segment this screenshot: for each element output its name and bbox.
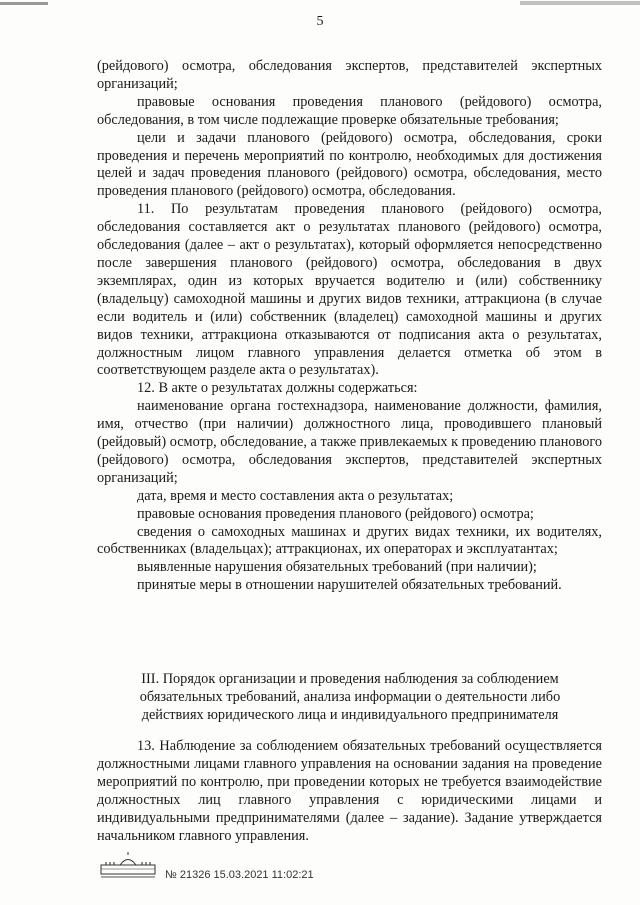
page-number: 5 <box>316 14 324 29</box>
paragraph: 12. В акте о результатах должны содержаться: <box>137 380 418 397</box>
document-body <box>97 58 602 595</box>
paragraph: 11. По результатам проведения планового (рейдового) осмотра, обследования составляется акт о результатах планового (рейдового) осмотра, обследования (далее – акт о результатах), который оформляется непосредственно после завершения планового (рейдового) осмотра, обследования в двух экземплярах, один из которых вручается водителю и (или) собственнику (владельцу) самоходной машины и других видов техники, аттракциона (в случае если водитель и (или) собственник (владелец) самоходной машины и других видов техники, аттракциона отказываются от подписания акта о результатах, должностным лицом главного управления делается отметка об этом в соответствующем разделе акта о результатах). <box>97 201 602 379</box>
paragraph: принятые меры в отношении нарушителей обязательных требований. <box>137 577 562 594</box>
scan-edge-artifact <box>0 0 640 10</box>
document-id-stamp: № 21326 15.03.2021 11:02:21 <box>165 869 314 881</box>
paragraph: сведения о самоходных машинах и других видах техники, их водителях, собственниках (владельцах); аттракционах, их операторах и эксплуатантах; <box>97 523 602 558</box>
section-heading: III. Порядок организации и проведения наблюдения за соблюдением обязательных требований, анализа информации о деятельности либо действиях юридического лица и индивидуального предпринимателя <box>139 671 561 723</box>
building-stamp-icon <box>100 852 156 878</box>
paragraph: наименование органа гостехнадзора, наименование должности, фамилия, имя, отчество (при наличии) должностного лица, проводившего плановый (рейдовый) осмотр, обследование, а также привлекаемых к проведению планового (рейдового) осмотра, обследования экспертов, представителей экспертных организаций; <box>97 398 602 486</box>
paragraph: правовые основания проведения планового (рейдового) осмотра; <box>137 505 534 522</box>
document-body-continued <box>97 738 602 845</box>
paragraph: 13. Наблюдение за соблюдением обязательных требований осуществляется должностными лицами главного управления на основании задания на проведение мероприятий по контролю, при проведении которых не требуется взаимодействие должностных лиц главного управления с юридическими лицами и индивидуальными предпринимателями (далее – задание). Задание утверждается начальником главного управления. <box>97 738 602 844</box>
paragraph: дата, время и место составления акта о результатах; <box>137 487 454 504</box>
paragraph: цели и задачи планового (рейдового) осмотра, обследования, сроки проведения и перечень мероприятий по контролю, необходимых для достижения целей и задач проведения планового (рейдового) осмотра, обследования, место проведения планового (рейдового) осмотра, обследования. <box>97 129 602 200</box>
paragraph: правовые основания проведения планового (рейдового) осмотра, обследования, в том числе подлежащие проверке обязательные требования; <box>97 93 602 128</box>
paragraph: выявленные нарушения обязательных требований (при наличии); <box>137 559 537 576</box>
paragraph: (рейдового) осмотра, обследования экспертов, представителей экспертных организаций; <box>97 58 602 92</box>
